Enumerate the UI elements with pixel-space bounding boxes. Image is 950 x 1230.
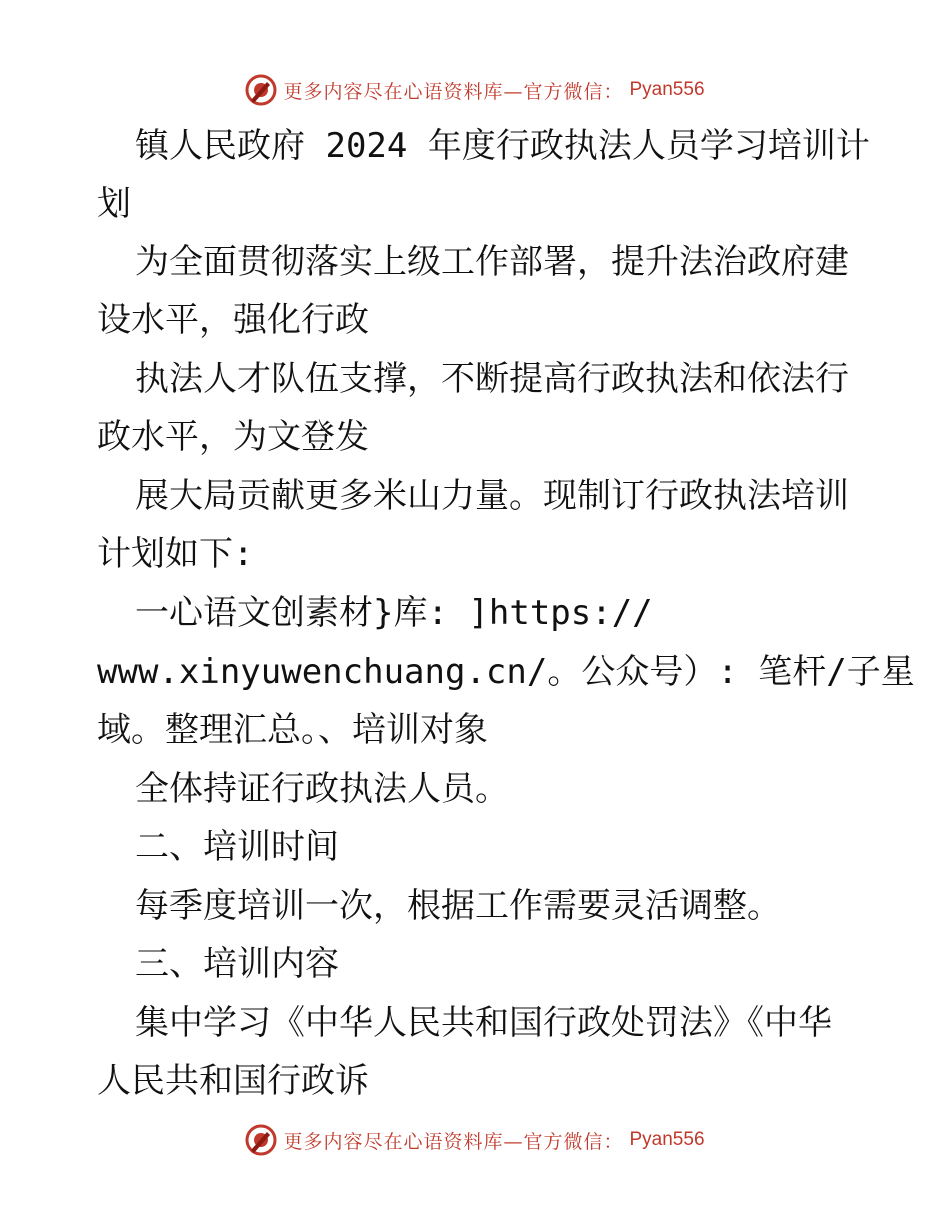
paragraph-line: 集中学习《中华人民共和国行政处罚法》《中华: [135, 1003, 832, 1043]
paragraph-line: 人民共和国行政诉: [97, 1061, 369, 1101]
watermark-text: 更多内容尽在心语资料库—官方微信：: [283, 80, 624, 103]
paragraph-line: 每季度培训一次，根据工作需要灵活调整。: [135, 886, 781, 926]
paragraph-line: 域。整理汇总。、培训对象: [97, 710, 488, 750]
watermark-contact: Pyan556: [629, 79, 705, 100]
paragraph-line: 计划如下:: [97, 534, 254, 574]
footer-watermark: [0, 1120, 950, 1160]
header-watermark: [0, 70, 950, 110]
paragraph-line: www.xinyuwenchuang.cn/。公众号）: 笔杆/子星: [97, 652, 915, 692]
watermark-text: 更多内容尽在心语资料库—官方微信：: [283, 1130, 624, 1153]
paragraph-line: 为全面贯彻落实上级工作部署，提升法治政府建: [135, 242, 849, 282]
paragraph-line: 执法人才队伍支撑，不断提高行政执法和依法行: [135, 359, 849, 399]
document-title-line-2: 划: [97, 184, 131, 224]
pen-logo-icon: [245, 74, 277, 106]
document-title-line-1: 镇人民政府 2024 年度行政执法人员学习培训计: [135, 126, 870, 166]
paragraph-line: 设水平，强化行政: [97, 300, 369, 340]
paragraph-line: 一心语文创素材}库: ]https://: [135, 593, 653, 633]
pen-logo-icon: [245, 1124, 277, 1156]
section-heading: 二、培训时间: [135, 827, 339, 867]
paragraph-line: 展大局贡献更多米山力量。现制订行政执法培训: [135, 476, 849, 516]
paragraph-line: 政水平，为文登发: [97, 417, 369, 457]
section-heading: 三、培训内容: [135, 944, 339, 984]
paragraph-line: 全体持证行政执法人员。: [135, 769, 509, 809]
watermark-contact: Pyan556: [629, 1129, 705, 1150]
